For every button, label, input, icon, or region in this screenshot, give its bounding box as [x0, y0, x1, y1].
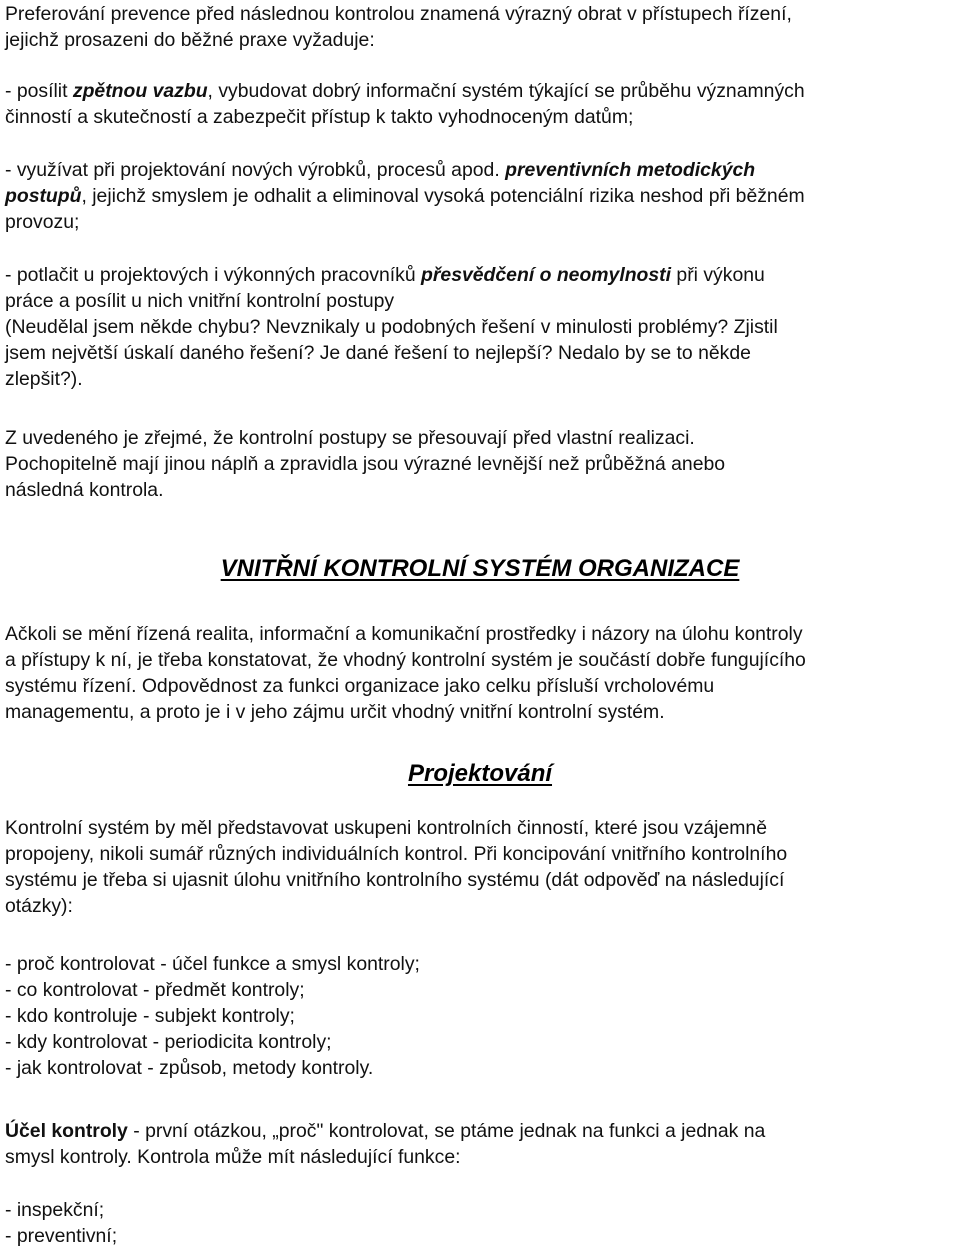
paragraph-design-line-1: Kontrolní systém by měl představovat uskupeni kontrolních činností, které jsou vzájemně — [5, 817, 767, 839]
list-item: - kdo kontroluje - subjekt kontroly; — [5, 1005, 295, 1027]
bullet-preventive-suffix: , jejichž smyslem je odhalit a eliminoval vysoká potenciální rizika neshod při běžném — [81, 185, 805, 207]
section-heading-internal-control: VNITŘNÍ KONTROLNÍ SYSTÉM ORGANIZACE — [220, 555, 740, 582]
bullet-infallibility-emphasis: přesvědčení o neomylnosti — [421, 264, 672, 286]
bullet-feedback-line-1 — [5, 78, 955, 104]
list-item: - inspekční; — [5, 1199, 105, 1221]
paragraph-design-line-3: systému je třeba si ujasnit úlohu vnitřního kontrolního systému (dát odpověď na následující — [5, 869, 785, 891]
bullet-feedback-line-2: činností a skutečností a zabezpečit přístup k takto vyhodnoceným datům; — [5, 106, 634, 128]
intro-line-1: Preferování prevence před následnou kontrolou znamená výrazný obrat v přístupech řízení, — [5, 3, 792, 25]
bullet-infallibility-line-2: práce a posílit u nich vnitřní kontrolní postupy — [5, 290, 395, 312]
bullet-preventive-prefix: - využívat při projektování nových výrobků, procesů apod. — [5, 159, 506, 181]
paragraph-conclusion-line-1: Z uvedeného je zřejmé, že kontrolní postupy se přesouvají před vlastní realizaci. — [5, 427, 695, 449]
bullet-preventive-line-3: provozu; — [5, 211, 80, 233]
bullet-infallibility-line-1 — [5, 262, 955, 288]
bullet-feedback-suffix: , vybudovat dobrý informační systém týkající se průběhu významných — [207, 80, 805, 102]
paragraph-conclusion-line-3: následná kontrola. — [5, 479, 164, 501]
paragraph-conclusion-line-2: Pochopitelně mají jinou náplň a zpravidla jsou výrazné levnější než průběžná anebo — [5, 453, 726, 475]
list-item: - preventivní; — [5, 1225, 118, 1247]
list-item: - jak kontrolovat - způsob, metody kontroly. — [5, 1057, 374, 1079]
paragraph-internal-control — [5, 621, 955, 725]
paragraph-internal-control-line-1: Ačkoli se mění řízená realita, informační a komunikační prostředky i názory na úlohu kontroly — [5, 623, 803, 645]
bullet-preventive-line-2 — [5, 183, 955, 209]
bullet-infallibility-line-5: zlepšit?). — [5, 368, 83, 390]
functions-list — [5, 1197, 955, 1249]
paragraph-design — [5, 815, 955, 919]
bullet-infallibility-line-4: jsem největší úskalí daného řešení? Je dané řešení to nejlepší? Nedalo by se to někde — [5, 342, 751, 364]
list-item: - co kontrolovat - předmět kontroly; — [5, 979, 305, 1001]
paragraph-purpose-text: - první otázkou, „proč" kontrolovat, se ptáme jednak na funkci a jednak na — [127, 1120, 766, 1142]
paragraph-internal-control-line-4: managementu, a proto je i v jeho zájmu určit vhodný vnitřní kontrolní systém. — [5, 701, 665, 723]
questions-list — [5, 951, 955, 1081]
section-heading-design: Projektování — [407, 760, 553, 787]
paragraph-internal-control-line-3: systému řízení. Odpovědnost za funkci organizace jako celku přísluší vrcholovému — [5, 675, 715, 697]
intro-line-2: jejichž prosazeni do běžné praxe vyžaduje: — [5, 29, 375, 51]
paragraph-design-line-2: propojeny, nikoli sumář různých individuálních kontrol. Při koncipování vnitřního kontrolního — [5, 843, 788, 865]
bullet-preventive — [5, 157, 955, 235]
bullet-infallibility — [5, 262, 955, 392]
paragraph-purpose-bold: Účel kontroly — [5, 1120, 128, 1142]
paragraph-purpose — [5, 1118, 955, 1170]
list-item: - proč kontrolovat - účel funkce a smysl kontroly; — [5, 953, 420, 975]
bullet-preventive-emphasis-1: preventivních metodických — [505, 159, 756, 181]
bullet-preventive-line-1 — [5, 157, 955, 183]
paragraph-conclusion — [5, 425, 955, 503]
bullet-feedback — [5, 78, 955, 130]
bullet-feedback-prefix: - posílit — [5, 80, 73, 102]
paragraph-purpose-line-2: smysl kontroly. Kontrola může mít následující funkce: — [5, 1146, 461, 1168]
paragraph-internal-control-line-2: a přístupy k ní, je třeba konstatovat, že vhodný kontrolní systém je součástí dobře fungujícího — [5, 649, 806, 671]
intro-paragraph — [5, 1, 955, 53]
bullet-infallibility-prefix: - potlačit u projektových i výkonných pracovníků — [5, 264, 422, 286]
bullet-feedback-emphasis: zpětnou vazbu — [72, 80, 208, 102]
bullet-preventive-emphasis-2: postupů — [5, 185, 82, 207]
paragraph-design-line-4: otázky): — [5, 895, 73, 917]
paragraph-purpose-line-1 — [5, 1118, 955, 1144]
bullet-infallibility-line-3: (Neudělal jsem někde chybu? Nevznikaly u podobných řešení v minulosti problémy? Zjistil — [5, 316, 778, 338]
list-item: - kdy kontrolovat - periodicita kontroly; — [5, 1031, 332, 1053]
bullet-infallibility-suffix: při výkonu — [671, 264, 765, 286]
